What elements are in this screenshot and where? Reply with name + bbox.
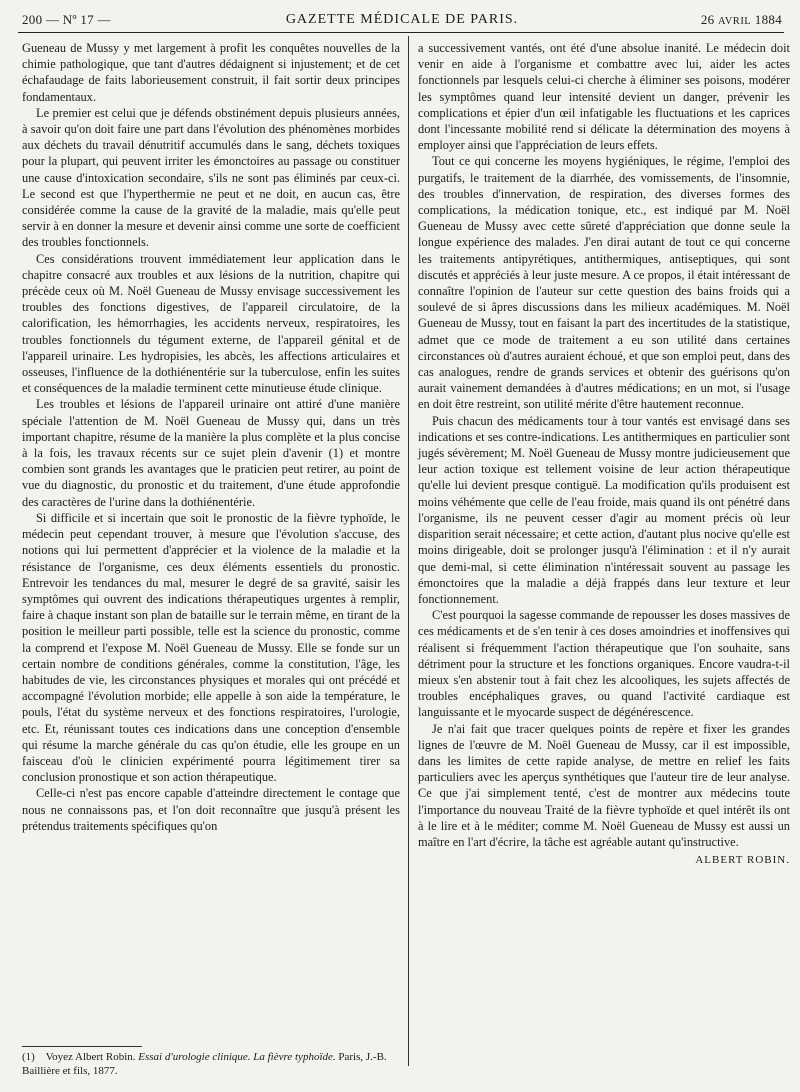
paragraph: Gueneau de Mussy y met largement à profit les conquêtes nouvelles de la chimie pathologique, que tant d'autres dédaignent si injustement; et de cet échafaudage de faits laborieusement construit, il fait sortir deux principes fondamentaux. — [22, 41, 400, 104]
footnote-reference: Voyez Albert Robin. — [45, 1051, 136, 1063]
footnote-marker: (1) — [22, 1051, 35, 1063]
paragraph: a successivement vantés, ont été d'une absolue inanité. Le médecin doit venir en aide à l'organisme et combattre avec lui, aider les actes fonctionnels par lesquels celui-ci cherche à éliminer ses poisons, modérer les symptômes quand leur intensité devient un danger, prévenir les complications et épier d'un œil infatigable les fluctuations et les caprices dont l'incessante mobilité rend si délicate la détermination des moyens à employer ainsi que l'appréciation de leurs effets. — [418, 41, 790, 153]
page-number: 200 — Nº 17 — — [22, 12, 111, 27]
author-signature: ALBERT ROBIN. — [695, 854, 790, 867]
footnote — [22, 1050, 402, 1078]
date-year: 1884 — [754, 12, 782, 27]
right-column — [418, 40, 790, 868]
paragraph: Les troubles et lésions de l'appareil urinaire ont attiré d'une manière spéciale l'attention de M. Noël Gueneau de Mussy qui, dans un très important chapitre, résume de la manière la plus complète et la plus concise à la fois, les travaux récents sur ce sujet plein d'avenir (1) et montre combien sont grands les avantages que le praticien peut retirer, au point de vue du diagnostic, du pronostic et du traitement, d'une étude approfondie des caractères de l'urine dans la dothiénentérie. — [22, 397, 400, 509]
footnote-publisher: Paris, J.-B. Baillière et fils, 1877. — [22, 1051, 387, 1077]
paragraph: C'est pourquoi la sagesse commande de repousser les doses massives de ces médicaments et de s'en tenir à ces doses amoindries et inoffensives qui réalisent si fréquemment l'action thérapeutique que l'on souhaite, sans détriment pour la structure et les fonctions organiques. Encore vaudra-t-il mieux s'en abstenir tout à fait chez les alcooliques, les sujets affectés de troubles encéphaliques graves, ou quand l'activité cardiaque est languissante et le myocarde suspect de dégénérescence. — [418, 608, 790, 720]
paragraph: Si difficile et si incertain que soit le pronostic de la fièvre typhoïde, le médecin peut cependant trouver, à mesure que l'évolution s'accuse, des notions qui lui permettent d'apprécier et la violence de la maladie et la résistance de l'organisme, ces deux éléments essentiels du pronostic. Entrevoir les tendances du mal, mesurer le degré de sa gravité, saisir les symptômes qui ouvrent des indications thérapeutiques urgentes à remplir, faire à chaque instant son plan de bataille sur le terrain même, en tirant de la position le meilleur parti possible, telle est la science du pronostic, comme la comprend et l'expose M. Noël Gueneau de Mussy. Elle se fonde sur un certain nombre de conditions générales, comme la constitution, l'âge, les habitudes de vie, les circonstances physiques et morales qui ont précédé et accompagné l'évolution morbide; elle appelle à son aide la température, le pouls, l'état du système nerveux et des fonctions respiratoires, l'urologie, etc. Et, réunissant toutes ces indications dans une conception d'ensemble qui résume la marche générale du cas qu'on étudie, elle les groupe en un faisceau d'où le clinicien expérimenté pourra légitimement tirer sa conclusion pronostique et son action thérapeutique. — [22, 510, 400, 785]
paragraph: Ces considérations trouvent immédiatement leur application dans le chapitre consacré aux troubles et aux lésions de la nutrition, chapitre qui précède ceux où M. Noël Gueneau de Mussy envisage successivement les troubles des fonctions digestives, de l'appareil circulatoire, de la calorification, les hémorrhagies, les accidents nerveux, respiratoires, les troubles fonctionnels du tégument externe, de l'appareil génital et de l'appareil urinaire. Les hydropisies, les abcès, les affections articulaires et osseuses, l'influence de la dothiénentérie sur la tuberculose, enfin les suites et conséquences de la maladie terminent cette minutieuse étude clinique. — [22, 251, 400, 396]
column-divider — [408, 36, 409, 1066]
footnote-rule — [22, 1046, 142, 1047]
date-month: AVRIL — [718, 16, 752, 27]
left-column — [22, 40, 400, 834]
date-day: 26 — [700, 12, 715, 27]
journal-title: GAZETTE MÉDICALE DE PARIS. — [285, 12, 519, 27]
issue-date — [701, 12, 782, 28]
paragraph: Puis chacun des médicaments tour à tour vantés est envisagé dans ses indications et ses contre-indications. Les antithermiques en particulier sont jugés sévèrement; M. Noël Gueneau de Mussy montre judicieusement que leur action toxique est tellement voisine de leur action thérapeutique qu'elle lui devient presque contiguë. La modification qu'ils produisent est moins véhémente que celle de l'eau froide, mais quand ils ont pénétré dans l'organisme, ils ne peuvent cesser d'agir au moment précis où leur disparition serait nécessaire; et cette action, d'autant plus nocive qu'elle est moins dirigeable, doit se prolonger jusqu'à l'élimination : et il n'y aurait que demi-mal, si cette élimination n'intéressait souvent au passage les émonctoires que la maladie a déjà frappés dans leur texture et leur fonctionnement. — [418, 413, 790, 606]
header-rule — [18, 32, 784, 33]
paragraph: Je n'ai fait que tracer quelques points de repère et fixer les grandes lignes de l'œuvre de M. Noël Gueneau de Mussy, car il est impossible, dans les limites de cette rapide analyse, de mettre en relief les faits particuliers avec les aperçus synthétiques que l'auteur tire de leur analyse. Ce que j'ai simplement tenté, c'est de montrer aux médecins toute l'importance du nouveau Traité de la fièvre typhoïde et quel intérêt ils ont à le lire et à le méditer; comme M. Noël Gueneau de Mussy est aussi un maître en l'art d'écrire, la tâche est agréable autant qu'instructive. — [418, 721, 790, 849]
footnote-title: Essai d'urologie clinique. La fièvre typhoïde. — [138, 1051, 336, 1063]
paragraph: Le premier est celui que je défends obstinément depuis plusieurs années, à savoir qu'on doit faire une part dans l'évolution des phénomènes morbides aux déchets du travail dénutritif accumulés dans le sang, déchets toxiques pour la plupart, qui peuvent irriter les émonctoires au passage ou constituer une cause d'intoxication secondaire, s'ils ne sont pas éliminés par ceux-ci. Le second est que l'hyperthermie ne peut et ne doit, en aucun cas, être considérée comme la cause de la gravité de la maladie, mais qu'elle peut servir à en donner la mesure et devenir ainsi comme une sorte de coefficient des troubles fonctionnels. — [22, 105, 400, 250]
paragraph: Tout ce qui concerne les moyens hygiéniques, le régime, l'emploi des purgatifs, le traitement de la diarrhée, des vomissements, de l'insomnie, des troubles d'innervation, de respiration, des diverses formes des complications, la médication tonique, etc., est indiqué par M. Noël Gueneau de Mussy avec cette sûreté d'appréciation que donne seule la longue expérience des malades. J'en dirai autant de tout ce qui concerne les traitements antipyrétiques, antithermiques, antiseptiques, qui sont discutés et appréciés à leur juste mesure. A ce propos, il était intéressant de connaître l'opinion de l'auteur sur cette question des bains froids qui a soulevé de si âpres discussions dans les milieux académiques. M. Noël Gueneau de Mussy, tout en faisant la part des incertitudes de la statistique, admet que ce mode de traitement a eu son utilité dans certaines circonstances où d'autres auraient échoué, et que son emploi peut, dans des cas analogues, rendre de grands services et obtenir des guérisons qu'on aurait vainement demandées à d'autres médications; en un mot, si l'usage en doit être restreint, son utilité mérite d'être hautement reconnue. — [418, 154, 790, 412]
paragraph: Celle-ci n'est pas encore capable d'atteindre directement le contage que nous ne connaissons pas, et l'on doit reconnaître que jusqu'à présent les prétendus traitements spécifiques qu'on — [22, 786, 400, 833]
page-header — [22, 12, 782, 32]
